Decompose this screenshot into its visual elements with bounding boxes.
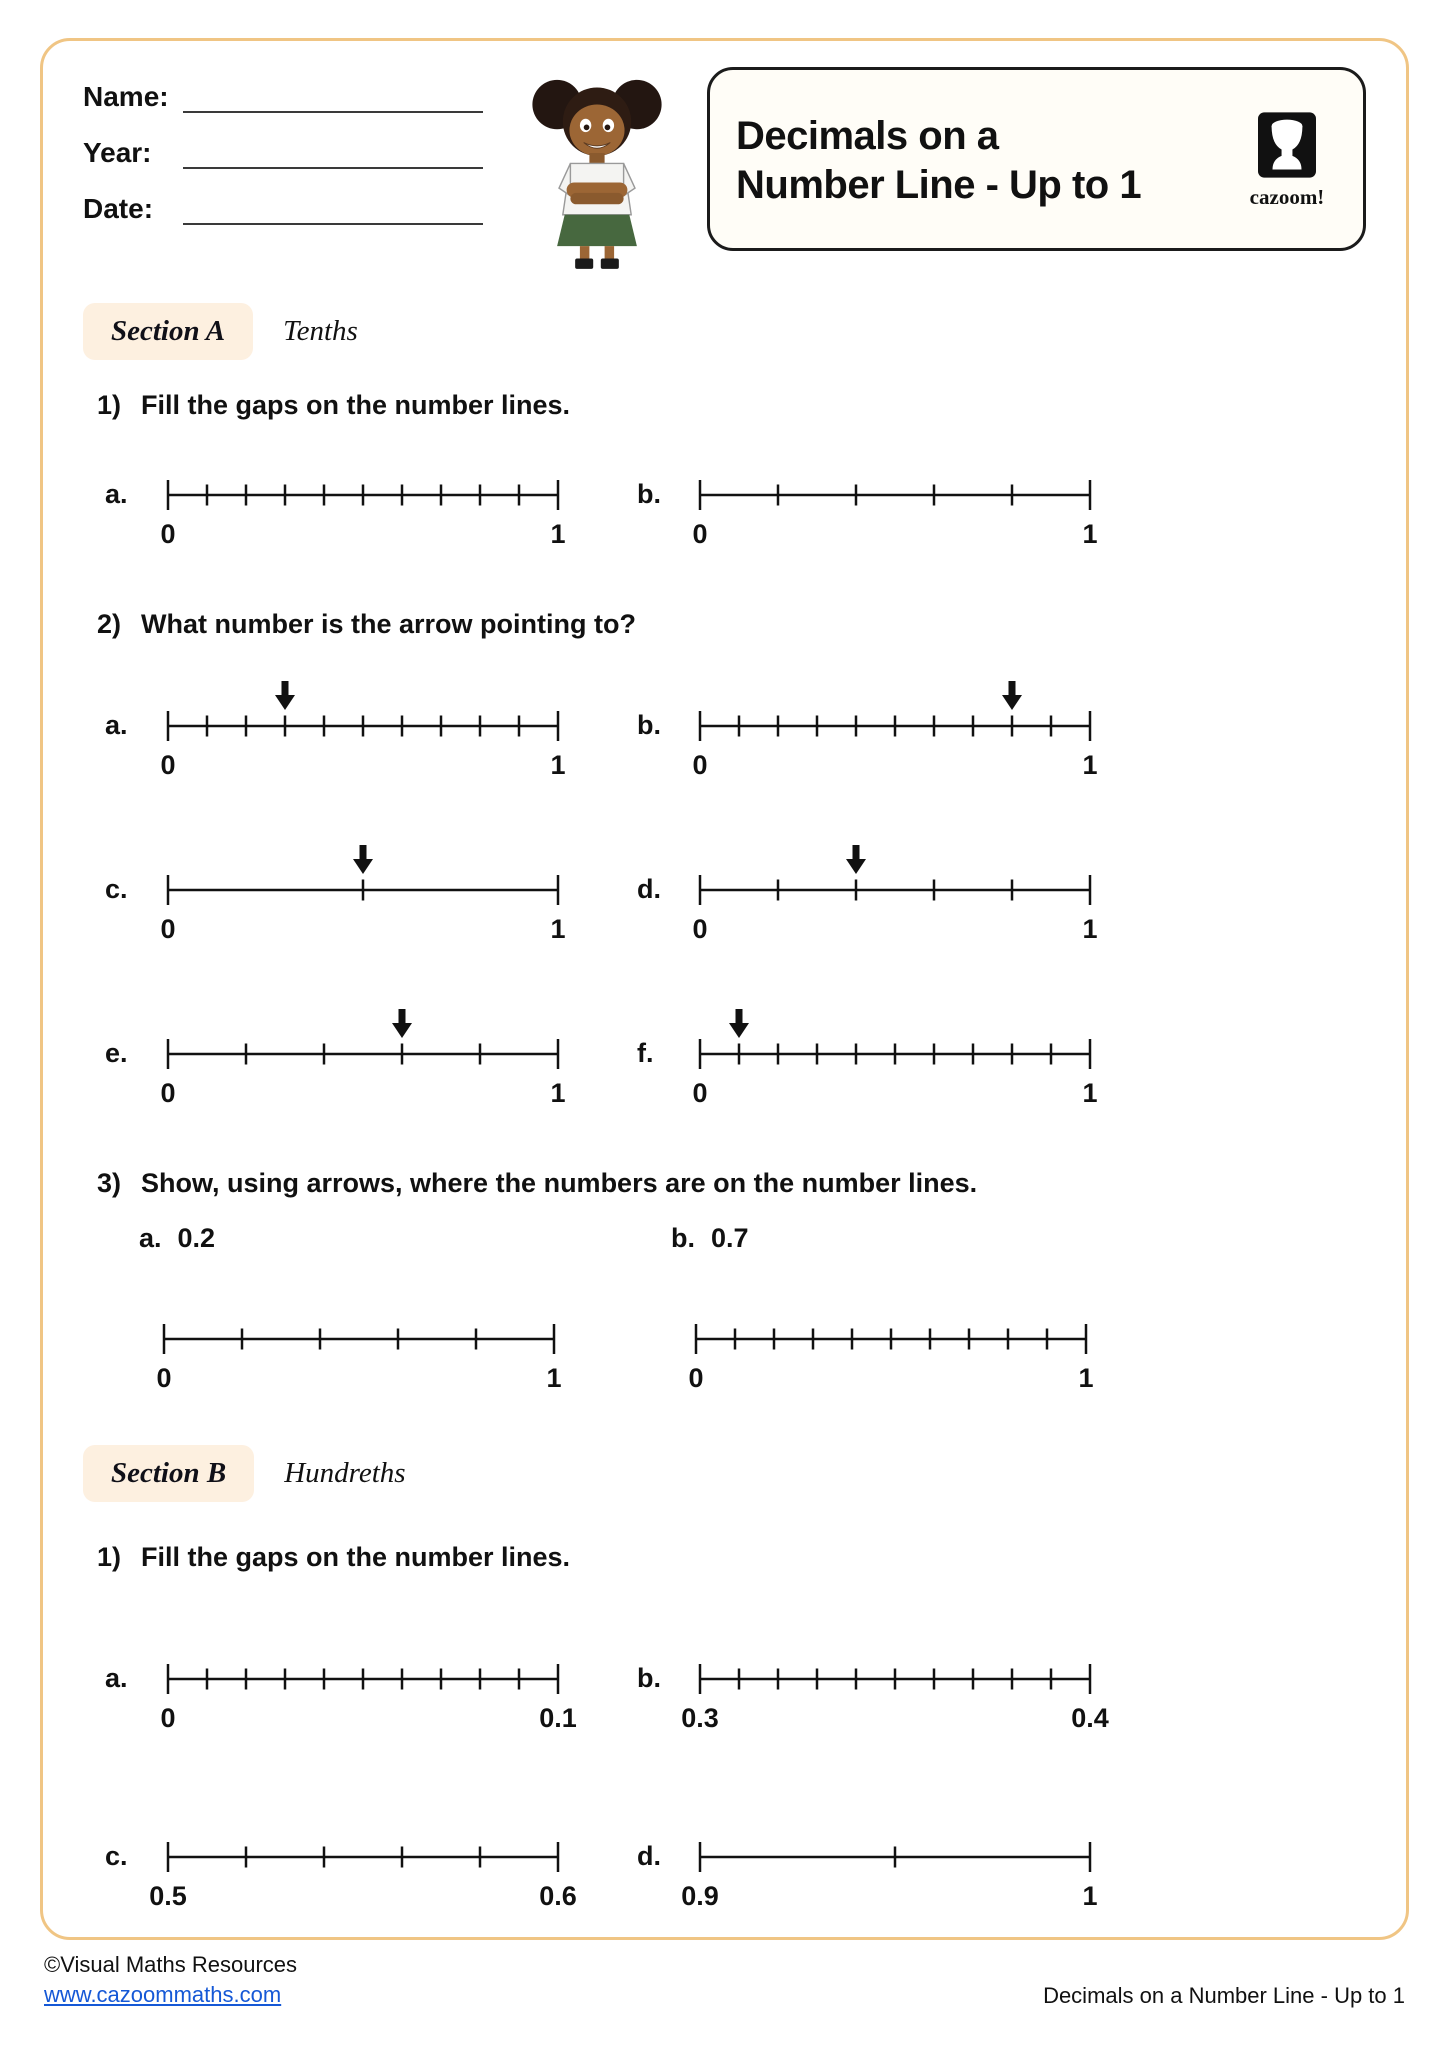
numberline-item-a [105, 660, 637, 784]
svg-text:0: 0 [160, 1078, 176, 1108]
date-field [83, 193, 513, 225]
item-key: c. [105, 874, 128, 904]
svg-text:0.9: 0.9 [681, 1881, 719, 1911]
numberline-item-f [637, 988, 1366, 1112]
svg-text:0: 0 [160, 914, 176, 944]
svg-text:0: 0 [160, 519, 176, 549]
svg-text:1: 1 [1082, 1881, 1098, 1911]
worksheet-title-line2: Number Line - Up to 1 [736, 163, 1142, 207]
numberline-item-b [637, 1613, 1366, 1737]
svg-text:0.3: 0.3 [681, 1703, 719, 1733]
worksheet-title [736, 112, 1141, 210]
svg-text:0: 0 [156, 1363, 172, 1393]
item-key: a. [105, 1663, 128, 1693]
footer-doc-title: Decimals on a Number Line - Up to 1 [1043, 1983, 1405, 2009]
item-key: a. [139, 1223, 162, 1253]
year-field-label: Year: [83, 137, 152, 168]
section-b-q1-items [83, 1613, 1366, 1915]
cartoon-girl-icon [521, 71, 673, 273]
item-key: c. [105, 1841, 128, 1871]
copyright-text: ©Visual Maths Resources [44, 1952, 298, 1977]
svg-text:0: 0 [692, 750, 708, 780]
name-field [83, 81, 513, 113]
numberline-item-a [105, 429, 637, 553]
item-key: d. [637, 1841, 661, 1871]
number-line-with-arrow [143, 988, 583, 1112]
number-line [637, 1273, 1366, 1397]
svg-text:0: 0 [688, 1363, 704, 1393]
item-key: b. [637, 1663, 661, 1693]
section-a-question-3 [83, 1168, 1366, 1199]
item-value: 0.2 [177, 1223, 216, 1253]
numberline-item-b [637, 429, 1366, 553]
question-prompt: Fill the gaps on the number lines. [141, 390, 571, 420]
number-line [105, 1273, 637, 1397]
target-number-label [105, 1223, 637, 1257]
number-line-with-arrow [675, 988, 1115, 1112]
svg-text:0: 0 [160, 750, 176, 780]
item-key: f. [637, 1038, 654, 1068]
svg-text:0: 0 [160, 1703, 176, 1733]
item-key: b. [637, 479, 661, 509]
svg-text:1: 1 [1082, 750, 1098, 780]
numberline-item-d [637, 1791, 1366, 1915]
section-a-q2-items [83, 660, 1366, 1112]
question-prompt: Fill the gaps on the number lines. [141, 1542, 571, 1572]
worksheet-header [83, 67, 1366, 285]
svg-text:0.4: 0.4 [1071, 1703, 1109, 1733]
page-footer [44, 1950, 1405, 2009]
section-a-badge: Section A [83, 303, 253, 360]
section-b-question-1 [83, 1542, 1366, 1573]
cazoom-logo [1237, 112, 1337, 210]
item-value: 0.7 [711, 1223, 749, 1253]
numberline-item-c [105, 1791, 637, 1915]
svg-text:1: 1 [1082, 1078, 1098, 1108]
year-field-line [183, 137, 483, 169]
worksheet-page-frame [40, 38, 1409, 1940]
year-field [83, 137, 513, 169]
svg-text:0.1: 0.1 [539, 1703, 577, 1733]
section-a-question-1 [83, 390, 1366, 421]
student-avatar-illustration [513, 67, 681, 273]
student-info-fields [83, 67, 513, 249]
svg-text:0: 0 [692, 914, 708, 944]
svg-text:0: 0 [692, 1078, 708, 1108]
number-line [143, 1613, 583, 1737]
item-key: b. [637, 710, 661, 740]
item-key: a. [105, 479, 128, 509]
question-number: 2) [97, 609, 122, 639]
svg-text:1: 1 [550, 750, 566, 780]
svg-text:0.6: 0.6 [539, 1881, 577, 1911]
number-line [143, 1791, 583, 1915]
number-line-with-arrow [143, 824, 583, 948]
cazoom-drum-icon [1258, 112, 1316, 178]
svg-text:1: 1 [1078, 1363, 1094, 1393]
date-field-line [183, 193, 483, 225]
number-line [143, 429, 583, 553]
cazoom-logo-text: cazoom! [1249, 185, 1325, 209]
numberline-item-e [105, 988, 637, 1112]
svg-text:1: 1 [546, 1363, 562, 1393]
numberline-item-b [637, 1223, 1366, 1397]
question-prompt: Show, using arrows, where the numbers are on the number lines. [141, 1168, 978, 1198]
question-prompt: What number is the arrow pointing to? [141, 609, 636, 639]
number-line [675, 429, 1115, 553]
section-a-header [83, 303, 1366, 360]
section-b-subtitle: Hundreths [284, 1457, 406, 1489]
question-number: 1) [97, 390, 122, 420]
target-number-label [637, 1223, 1366, 1257]
worksheet-title-box [707, 67, 1366, 251]
number-line-with-arrow [675, 660, 1115, 784]
question-number: 3) [97, 1168, 122, 1198]
numberline-item-a [105, 1613, 637, 1737]
section-a-q3-items [83, 1223, 1366, 1397]
section-a-subtitle: Tenths [283, 315, 358, 347]
svg-text:0: 0 [692, 519, 708, 549]
svg-text:1: 1 [550, 1078, 566, 1108]
numberline-item-a [105, 1223, 637, 1397]
date-field-label: Date: [83, 193, 154, 224]
item-key: d. [637, 874, 661, 904]
numberline-item-b [637, 660, 1366, 784]
website-link[interactable]: www.cazoommaths.com [44, 1981, 282, 2007]
section-b-header [83, 1445, 1366, 1502]
question-number: 1) [97, 1542, 122, 1572]
worksheet-title-line1: Decimals on a [736, 114, 999, 159]
item-key: e. [105, 1038, 128, 1068]
name-field-line [183, 81, 483, 113]
svg-text:0.5: 0.5 [149, 1881, 187, 1911]
numberline-item-d [637, 824, 1366, 948]
numberline-item-c [105, 824, 637, 948]
svg-text:1: 1 [1082, 914, 1098, 944]
number-line [675, 1791, 1115, 1915]
section-a-question-2 [83, 609, 1366, 640]
svg-text:1: 1 [1082, 519, 1098, 549]
number-line [675, 1613, 1115, 1737]
item-key: b. [671, 1223, 695, 1253]
section-b-badge: Section B [83, 1445, 254, 1502]
footer-credits [44, 1950, 297, 2009]
number-line-with-arrow [675, 824, 1115, 948]
name-field-label: Name: [83, 81, 169, 112]
svg-text:1: 1 [550, 519, 566, 549]
number-line-with-arrow [143, 660, 583, 784]
section-a-q1-items [83, 429, 1366, 553]
svg-text:1: 1 [550, 914, 566, 944]
item-key: a. [105, 710, 128, 740]
